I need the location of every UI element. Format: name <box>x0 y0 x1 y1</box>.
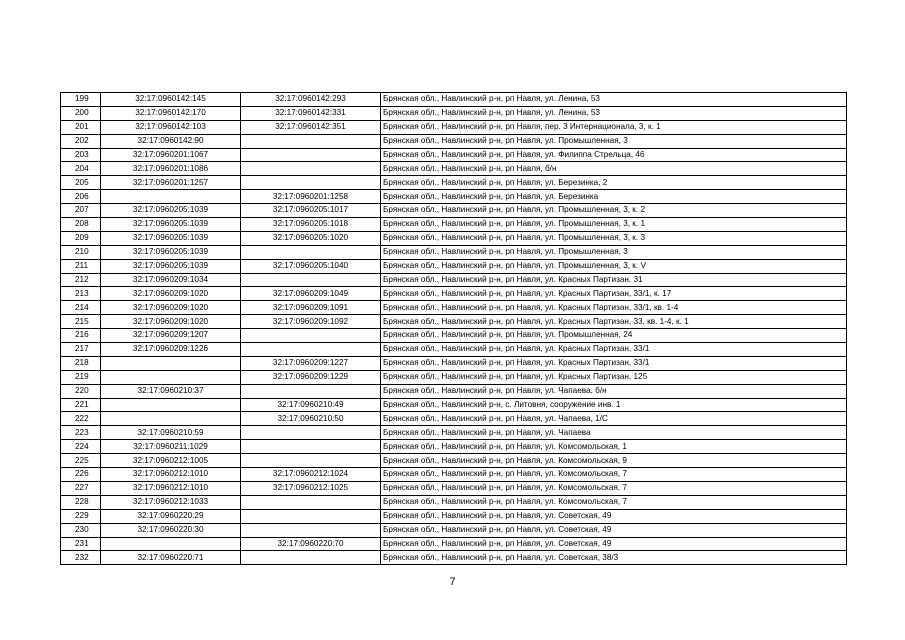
table-row <box>61 495 847 509</box>
table-row <box>61 551 847 565</box>
table-body <box>61 93 847 565</box>
row-number-cell: 232 <box>61 551 101 565</box>
cadastral-number-cell <box>101 398 241 412</box>
row-number-cell: 214 <box>61 301 101 315</box>
table-row <box>61 398 847 412</box>
address-cell: Брянская обл., Навлинский р-н, рп Навля, ул. Березинка <box>381 190 847 204</box>
row-number-cell: 225 <box>61 454 101 468</box>
related-cadastral-number-cell <box>241 454 381 468</box>
cadastral-number-cell: 32:17:0960205:1039 <box>101 231 241 245</box>
address-cell: Брянская обл., Навлинский р-н, рп Навля, ул. Комсомольская, 1 <box>381 440 847 454</box>
row-number-cell: 204 <box>61 162 101 176</box>
address-cell: Брянская обл., Навлинский р-н, рп Навля, ул. Промышленная, 3, к. 2 <box>381 204 847 218</box>
related-cadastral-number-cell <box>241 509 381 523</box>
related-cadastral-number-cell: 32:17:0960209:1092 <box>241 315 381 329</box>
row-number-cell: 208 <box>61 218 101 232</box>
table-row <box>61 343 847 357</box>
address-cell: Брянская обл., Навлинский р-н, рп Навля, ул. Березинка, 2 <box>381 176 847 190</box>
row-number-cell: 212 <box>61 273 101 287</box>
row-number-cell: 227 <box>61 481 101 495</box>
row-number-cell: 217 <box>61 343 101 357</box>
related-cadastral-number-cell: 32:17:0960212:1025 <box>241 481 381 495</box>
address-cell: Брянская обл., Навлинский р-н, рп Навля, ул. Советская, 38/3 <box>381 551 847 565</box>
related-cadastral-number-cell <box>241 523 381 537</box>
related-cadastral-number-cell: 32:17:0960205:1040 <box>241 259 381 273</box>
table-row <box>61 106 847 120</box>
related-cadastral-number-cell: 32:17:0960201:1258 <box>241 190 381 204</box>
related-cadastral-number-cell: 32:17:0960209:1049 <box>241 287 381 301</box>
table-row <box>61 134 847 148</box>
address-cell: Брянская обл., Навлинский р-н, рп Навля, ул. Советская, 49 <box>381 537 847 551</box>
cadastral-number-cell: 32:17:0960212:1010 <box>101 481 241 495</box>
table-row <box>61 315 847 329</box>
table-row <box>61 468 847 482</box>
address-cell: Брянская обл., Навлинский р-н, рп Навля, ул. Промышленная, 3, к. V <box>381 259 847 273</box>
row-number-cell: 224 <box>61 440 101 454</box>
row-number-cell: 216 <box>61 329 101 343</box>
address-cell: Брянская обл., Навлинский р-н, рп Навля, ул. Красных Партизан, 33/1, кв. 1-4 <box>381 301 847 315</box>
related-cadastral-number-cell: 32:17:0960205:1018 <box>241 218 381 232</box>
address-cell: Брянская обл., Навлинский р-н, рп Навля, ул. Красных Партизан, 33, кв. 1-4, к. 1 <box>381 315 847 329</box>
related-cadastral-number-cell <box>241 343 381 357</box>
address-cell: Брянская обл., Навлинский р-н, рп Навля, ул. Красных Партизан, 33/1, к. 17 <box>381 287 847 301</box>
cadastral-number-cell: 32:17:0960210:37 <box>101 384 241 398</box>
address-cell: Брянская обл., Навлинский р-н, рп Навля, ул. Красных Партизан, 33/1 <box>381 343 847 357</box>
table-row <box>61 148 847 162</box>
related-cadastral-number-cell: 32:17:0960142:293 <box>241 93 381 107</box>
cadastral-number-cell <box>101 412 241 426</box>
row-number-cell: 205 <box>61 176 101 190</box>
related-cadastral-number-cell <box>241 273 381 287</box>
related-cadastral-number-cell: 32:17:0960142:331 <box>241 106 381 120</box>
address-cell: Брянская обл., Навлинский р-н, рп Навля, ул. Промышленная, 3 <box>381 245 847 259</box>
row-number-cell: 209 <box>61 231 101 245</box>
address-cell: Брянская обл., Навлинский р-н, рп Навля, ул. Промышленная, 24 <box>381 329 847 343</box>
table-row <box>61 440 847 454</box>
cadastral-number-cell: 32:17:0960212:1005 <box>101 454 241 468</box>
related-cadastral-number-cell <box>241 426 381 440</box>
table-row <box>61 176 847 190</box>
row-number-cell: 218 <box>61 356 101 370</box>
row-number-cell: 215 <box>61 315 101 329</box>
related-cadastral-number-cell <box>241 148 381 162</box>
cadastral-number-cell: 32:17:0960211:1029 <box>101 440 241 454</box>
cadastral-number-cell: 32:17:0960142:145 <box>101 93 241 107</box>
table-row <box>61 190 847 204</box>
table-row <box>61 537 847 551</box>
related-cadastral-number-cell <box>241 495 381 509</box>
cadastral-number-cell: 32:17:0960210:59 <box>101 426 241 440</box>
cadastral-number-cell: 32:17:0960201:1086 <box>101 162 241 176</box>
cadastral-number-cell <box>101 537 241 551</box>
cadastral-number-cell: 32:17:0960205:1039 <box>101 259 241 273</box>
row-number-cell: 226 <box>61 468 101 482</box>
related-cadastral-number-cell <box>241 162 381 176</box>
table-row <box>61 273 847 287</box>
related-cadastral-number-cell <box>241 176 381 190</box>
address-cell: Брянская обл., Навлинский р-н, с. Литовня, сооружение инв. 1 <box>381 398 847 412</box>
table-row <box>61 426 847 440</box>
table-row <box>61 231 847 245</box>
address-cell: Брянская обл., Навлинский р-н, рп Навля, ул. Советская, 49 <box>381 523 847 537</box>
related-cadastral-number-cell <box>241 245 381 259</box>
cadastral-number-cell: 32:17:0960220:71 <box>101 551 241 565</box>
related-cadastral-number-cell: 32:17:0960205:1017 <box>241 204 381 218</box>
address-cell: Брянская обл., Навлинский р-н, рп Навля, ул. Комсомольская, 7 <box>381 495 847 509</box>
address-cell: Брянская обл., Навлинский р-н, рп Навля, ул. Чапаева, б/н <box>381 384 847 398</box>
cadastral-number-cell: 32:17:0960142:103 <box>101 120 241 134</box>
cadastral-number-cell: 32:17:0960209:1020 <box>101 315 241 329</box>
cadastral-number-cell: 32:17:0960142:170 <box>101 106 241 120</box>
cadastral-number-cell <box>101 370 241 384</box>
table-row <box>61 301 847 315</box>
table-row <box>61 329 847 343</box>
row-number-cell: 230 <box>61 523 101 537</box>
cadastral-number-cell: 32:17:0960209:1034 <box>101 273 241 287</box>
address-cell: Брянская обл., Навлинский р-н, рп Навля, ул. Красных Партизан, 31 <box>381 273 847 287</box>
related-cadastral-number-cell: 32:17:0960210:50 <box>241 412 381 426</box>
address-cell: Брянская обл., Навлинский р-н, рп Навля, ул. Чапаева <box>381 426 847 440</box>
related-cadastral-number-cell: 32:17:0960205:1020 <box>241 231 381 245</box>
table-row <box>61 120 847 134</box>
row-number-cell: 211 <box>61 259 101 273</box>
row-number-cell: 202 <box>61 134 101 148</box>
row-number-cell: 220 <box>61 384 101 398</box>
related-cadastral-number-cell: 32:17:0960210:49 <box>241 398 381 412</box>
table-row <box>61 259 847 273</box>
row-number-cell: 231 <box>61 537 101 551</box>
address-cell: Брянская обл., Навлинский р-н, рп Навля, ул. Чапаева, 1/С <box>381 412 847 426</box>
row-number-cell: 206 <box>61 190 101 204</box>
address-cell: Брянская обл., Навлинский р-н, рп Навля, пер. 3 Интернационала, 3, к. 1 <box>381 120 847 134</box>
related-cadastral-number-cell <box>241 384 381 398</box>
cadastral-number-cell: 32:17:0960205:1039 <box>101 245 241 259</box>
cadastral-number-cell: 32:17:0960209:1020 <box>101 301 241 315</box>
table-row <box>61 412 847 426</box>
property-table <box>60 92 847 565</box>
table-row <box>61 509 847 523</box>
row-number-cell: 222 <box>61 412 101 426</box>
cadastral-number-cell: 32:17:0960201:1067 <box>101 148 241 162</box>
related-cadastral-number-cell <box>241 134 381 148</box>
address-cell: Брянская обл., Навлинский р-н, рп Навля, ул. Промышленная, 3, к. 3 <box>381 231 847 245</box>
cadastral-number-cell: 32:17:0960209:1226 <box>101 343 241 357</box>
related-cadastral-number-cell: 32:17:0960209:1091 <box>241 301 381 315</box>
cadastral-number-cell: 32:17:0960209:1207 <box>101 329 241 343</box>
cadastral-number-cell: 32:17:0960142:90 <box>101 134 241 148</box>
cadastral-number-cell <box>101 356 241 370</box>
related-cadastral-number-cell: 32:17:0960220:70 <box>241 537 381 551</box>
table-row <box>61 523 847 537</box>
row-number-cell: 223 <box>61 426 101 440</box>
cadastral-number-cell: 32:17:0960205:1039 <box>101 204 241 218</box>
table-row <box>61 384 847 398</box>
related-cadastral-number-cell <box>241 329 381 343</box>
row-number-cell: 201 <box>61 120 101 134</box>
table-row <box>61 204 847 218</box>
address-cell: Брянская обл., Навлинский р-н, рп Навля, ул. Красных Партизан, 125 <box>381 370 847 384</box>
row-number-cell: 200 <box>61 106 101 120</box>
table-row <box>61 454 847 468</box>
table-row <box>61 370 847 384</box>
related-cadastral-number-cell: 32:17:0960209:1229 <box>241 370 381 384</box>
address-cell: Брянская обл., Навлинский р-н, рп Навля, б/н <box>381 162 847 176</box>
row-number-cell: 203 <box>61 148 101 162</box>
address-cell: Брянская обл., Навлинский р-н, рп Навля, ул. Комсомольская, 9 <box>381 454 847 468</box>
address-cell: Брянская обл., Навлинский р-н, рп Навля, ул. Комсомольская, 7 <box>381 481 847 495</box>
table-row <box>61 93 847 107</box>
row-number-cell: 221 <box>61 398 101 412</box>
cadastral-number-cell: 32:17:0960212:1010 <box>101 468 241 482</box>
address-cell: Брянская обл., Навлинский р-н, рп Навля, ул. Промышленная, 3 <box>381 134 847 148</box>
cadastral-number-cell <box>101 190 241 204</box>
cadastral-number-cell: 32:17:0960201:1257 <box>101 176 241 190</box>
row-number-cell: 219 <box>61 370 101 384</box>
address-cell: Брянская обл., Навлинский р-н, рп Навля, ул. Советская, 49 <box>381 509 847 523</box>
table-row <box>61 218 847 232</box>
related-cadastral-number-cell <box>241 440 381 454</box>
related-cadastral-number-cell: 32:17:0960212:1024 <box>241 468 381 482</box>
address-cell: Брянская обл., Навлинский р-н, рп Навля, ул. Филиппа Стрельца, 46 <box>381 148 847 162</box>
cadastral-number-cell: 32:17:0960212:1033 <box>101 495 241 509</box>
table-row <box>61 356 847 370</box>
row-number-cell: 210 <box>61 245 101 259</box>
row-number-cell: 207 <box>61 204 101 218</box>
row-number-cell: 199 <box>61 93 101 107</box>
table-row <box>61 162 847 176</box>
address-cell: Брянская обл., Навлинский р-н, рп Навля, ул. Комсомольская, 7 <box>381 468 847 482</box>
related-cadastral-number-cell: 32:17:0960142:351 <box>241 120 381 134</box>
address-cell: Брянская обл., Навлинский р-н, рп Навля, ул. Промышленная, 3, к. 1 <box>381 218 847 232</box>
address-cell: Брянская обл., Навлинский р-н, рп Навля, ул. Красных Партизан, 33/1 <box>381 356 847 370</box>
address-cell: Брянская обл., Навлинский р-н, рп Навля, ул. Ленина, 53 <box>381 106 847 120</box>
table-row <box>61 287 847 301</box>
related-cadastral-number-cell <box>241 551 381 565</box>
cadastral-number-cell: 32:17:0960220:29 <box>101 509 241 523</box>
row-number-cell: 229 <box>61 509 101 523</box>
row-number-cell: 228 <box>61 495 101 509</box>
cadastral-number-cell: 32:17:0960205:1039 <box>101 218 241 232</box>
related-cadastral-number-cell: 32:17:0960209:1227 <box>241 356 381 370</box>
table-row <box>61 245 847 259</box>
row-number-cell: 213 <box>61 287 101 301</box>
page-number: 7 <box>449 576 456 588</box>
address-cell: Брянская обл., Навлинский р-н, рп Навля, ул. Ленина, 53 <box>381 93 847 107</box>
cadastral-number-cell: 32:17:0960209:1020 <box>101 287 241 301</box>
table-row <box>61 481 847 495</box>
cadastral-number-cell: 32:17:0960220:30 <box>101 523 241 537</box>
